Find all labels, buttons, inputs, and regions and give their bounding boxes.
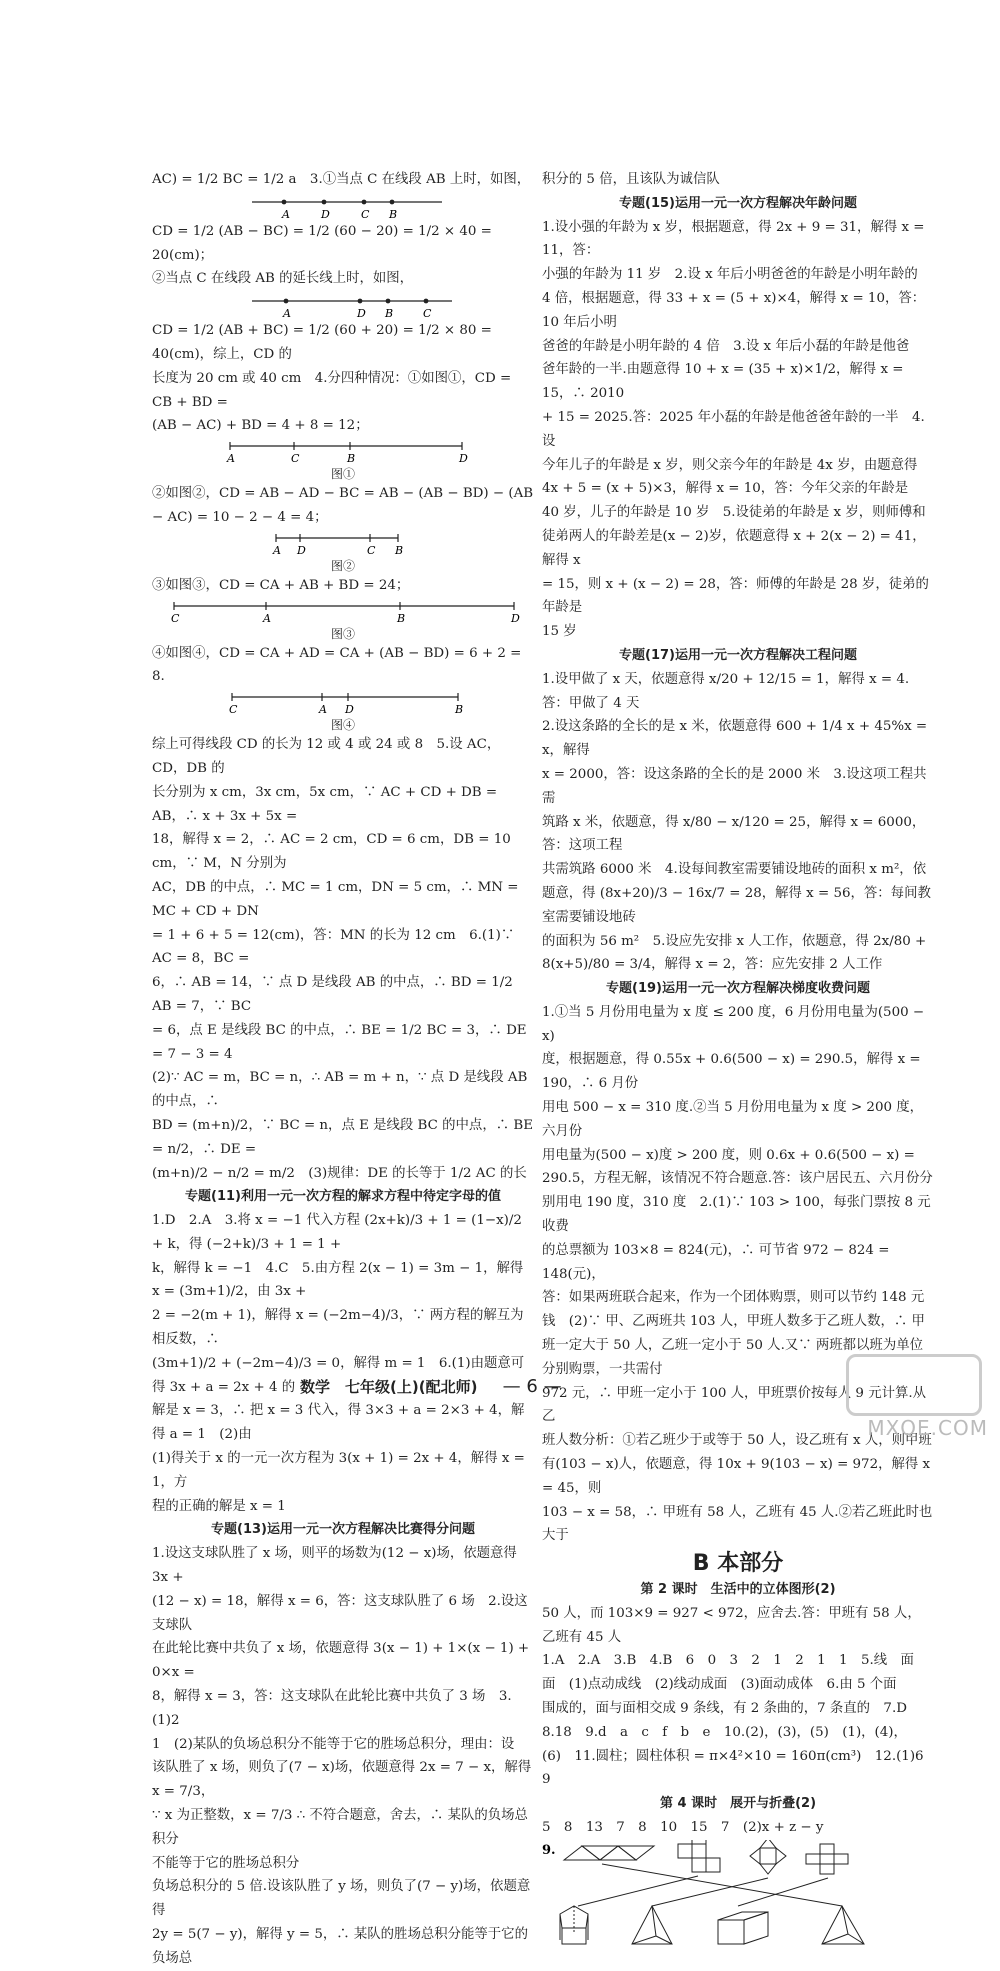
text-line: BD = (m+n)/2，∵ BC = n，点 E 是线段 BC 的中点，∴ BE = n/2，∴ DE = xyxy=(152,1117,533,1157)
text-line: (1)得关于 x 的一元一次方程为 3(x + 1) = 2x + 4，解得 x = 1，方 xyxy=(152,1451,525,1490)
point-label: C xyxy=(367,543,376,557)
text-line: ③如图③，CD = CA + AB + BD = 24； xyxy=(152,577,410,593)
text-line: 用电量为(500 − x)度 > 200 度，则 0.6x + 0.6(500 − x) = xyxy=(542,1147,915,1163)
watermark-text: MXQE.COM xyxy=(867,1416,988,1440)
text-line: ②当点 C 在线段 AB 的延长线上时，如图， xyxy=(152,271,414,287)
text-line: 1.设甲做了 x 天，依题意得 x/20 + 12/15 = 1，解得 x = 4.答：甲做了 4 天 xyxy=(542,671,910,711)
section-heading: 专题(19)运用一元一次方程解决梯度收费问题 xyxy=(606,981,870,997)
point-label: A xyxy=(263,611,271,625)
text-line: (AB − AC) + BD = 4 + 8 = 12； xyxy=(152,418,369,434)
text-line: 今年儿子的年龄是 x 岁，则父亲今年的年龄是 4x 岁，由题意得 xyxy=(542,457,918,473)
text-line: 50 人，而 103×9 = 927 < 972，应舍去.答：甲班有 58 人，乙班有 45 人 xyxy=(542,1605,921,1645)
text-line: 103 − x = 58，∴ 甲班有 58 人，乙班有 45 人.②若乙班此时也大于 xyxy=(542,1504,933,1544)
segment-figure-2 xyxy=(152,291,534,319)
text-line: 度，根据题意，得 0.55x + 0.6(500 − x) = 290.5，解得 x = 190，∴ 6 月份 xyxy=(542,1052,921,1092)
text-line: 40 岁，儿子的年龄是 10 岁 5.设徒弟的年龄是 x 岁，则师傅和 xyxy=(542,505,926,521)
segment-figure-a xyxy=(152,438,534,466)
text-line: 5 8 13 7 8 10 15 7 (2)x + z − y xyxy=(542,1819,824,1835)
point-label: A xyxy=(282,207,290,220)
right-column xyxy=(542,168,937,1950)
text-line: 1.①当 5 月份用电量为 x 度 ≤ 200 度，6 月份用电量为(500 − x) xyxy=(542,1004,925,1044)
text-line: 1 (2)某队的负场总积分不能等于它的胜场总积分，理由：设 xyxy=(152,1736,515,1752)
text-line: 2.设这条路的全长的是 x 米，依题意得 600 + 1/4 x + 45%x = x，解得 xyxy=(542,719,928,759)
text-line: 答：如果两班联合起来，作为一个团体购票，则可以节约 148 元 xyxy=(542,1290,925,1306)
text-line: 围成的，面与面相交成 9 条线，有 2 条曲的，7 条直的 7.D xyxy=(542,1701,907,1716)
text-line: 在此轮比赛中共负了 x 场，依题意得 3(x − 1) + 1×(x − 1) + 0×x = xyxy=(152,1641,530,1681)
text-line: 的总票额为 103×8 = 824(元)，∴ 可节省 972 − 824 = 148(元)， xyxy=(542,1242,890,1282)
point-label: D xyxy=(345,703,354,717)
text-line: (2)∵ AC = m，BC = n，∴ AB = m + n，∵ 点 D 是线段 AB 的中点，∴ xyxy=(152,1070,528,1110)
solid-pyramid xyxy=(632,1906,672,1944)
point-label: C xyxy=(423,307,432,320)
text-line: (12 − x) = 18，解得 x = 6，答：这支球队胜了 6 场 2.设这支球队 xyxy=(152,1593,528,1633)
point-label: A xyxy=(227,452,235,466)
text-line: 的面积为 56 m² 5.设应先安排 x 人工作，依题意，得 2x/80 + xyxy=(542,933,927,949)
point-label: C xyxy=(171,611,180,625)
solid-box xyxy=(718,1912,768,1944)
text-line: 8(x+5)/80 = 3/4，解得 x = 2，答：应先安排 2 人工作 xyxy=(542,957,883,973)
point-label: A xyxy=(319,703,327,717)
text-line: 题意，得 (8x+20)/3 − 16x/7 = 28，解得 x = 56，答：每间教室需要铺设地砖 xyxy=(542,885,931,925)
text-line: 18，解得 x = 2，∴ AC = 2 cm，CD = 6 cm，DB = 10 cm，∵ M，N 分别为 xyxy=(152,832,511,872)
text-line: x = 2000，答：设这条路的全长的是 2000 米 3.设这项工程共需 xyxy=(542,766,927,806)
text-line: CD = 1/2 (AB − BC) = 1/2 (60 − 20) = 1/2 × 40 = 20(cm)； xyxy=(152,223,492,263)
segment-figure-1 xyxy=(152,192,534,220)
text-line: 爸爸的年龄是小明年龄的 4 倍 3.设 x 年后小磊的年龄是他爸 xyxy=(542,338,910,354)
point-label: D xyxy=(357,307,366,320)
point-label: D xyxy=(459,452,468,466)
text-line: 用电 500 − x = 310 度.②当 5 月份用电量为 x 度 > 200 度，六月份 xyxy=(542,1100,924,1139)
section-heading: 专题(17)运用一元一次方程解决工程问题 xyxy=(619,647,857,663)
text-line: 班人数分析：①若乙班少于或等于 50 人，设乙班有 x 人，则甲班 xyxy=(542,1433,932,1449)
text-line: 班一定大于 50 人，乙班一定小于 50 人.又∵ 两班都以班为单位分别购票，一共需付 xyxy=(542,1338,923,1377)
point-label: B xyxy=(347,452,356,466)
page-number: — 6 — xyxy=(502,1376,562,1397)
figure-caption: 图① xyxy=(330,467,355,482)
net-box xyxy=(806,1844,848,1874)
text-line: ∵ x 为正整数，x = 7/3 ∴ 不符合题意，舍去，∴ 某队的负场总积分 xyxy=(152,1808,528,1847)
text-line: (6) 11.圆柱；圆柱体积 = π×4²×10 = 160π(cm³) 12.(1)6 9 xyxy=(542,1748,937,1788)
watermark-seal-icon xyxy=(846,1354,982,1416)
point-label: B xyxy=(385,307,394,320)
watermark xyxy=(838,1350,988,1440)
text-line: 负场总积分的 5 倍.设该队胜了 y 场，则负了(7 − y)场，依题意得 xyxy=(152,1879,531,1919)
text-line: ④如图④，CD = CA + AD = CA + (AB − BD) = 6 + 2 = 8. xyxy=(152,645,522,685)
point-label: C xyxy=(361,207,370,220)
point-label: A xyxy=(273,543,281,557)
text-line: 1.设这支球队胜了 x 场，则平的场数为(12 − x)场，依题意得 3x + xyxy=(152,1546,517,1586)
net-cube xyxy=(678,1840,720,1872)
lesson-heading: 第 2 课时 生活中的立体图形(2) xyxy=(640,1582,836,1598)
text-line: 徒弟两人的年龄差是(x − 2)岁，依题意得 x + 2(x − 2) = 41，解得 x xyxy=(542,528,926,568)
text-line: (3m+1)/2 + (−2m−4)/3 = 0，解得 m = 1 6.(1)由题意可得 3x + a = 2x + 4 的 xyxy=(152,1355,525,1395)
text-line: = 15，则 x + (x − 2) = 28，答：师傅的年龄是 28 岁，徒弟的年龄是 xyxy=(542,576,929,616)
text-line: 该队胜了 x 场，则负了(7 − x)场，依题意得 2x = 7 − x，解得 x = 7/3， xyxy=(152,1760,532,1800)
text-line: 972 元，∴ 甲班一定小于 100 人，甲班票价按每人 9 元计算.从乙 xyxy=(542,1385,927,1425)
text-line: 综上可得线段 CD 的长为 12 或 4 或 24 或 8 5.设 AC，CD，DB 的 xyxy=(152,737,501,776)
text-line: 4x + 5 = (x + 5)×3，解得 x = 10，答：今年父亲的年龄是 xyxy=(542,481,909,497)
segment-figure-d xyxy=(152,689,534,717)
text-line: 4 倍，根据题意，得 33 + x = (5 + x)×4，解得 x = 10，答：10 年后小明 xyxy=(542,290,926,330)
section-heading: 专题(15)运用一元一次方程解决年龄问题 xyxy=(619,195,857,211)
text-line: 2y = 5(7 − y)，解得 y = 5，∴ 某队的胜场总积分能等于它的负场总 xyxy=(152,1927,528,1966)
point-label: B xyxy=(455,703,464,717)
text-line: = 6，点 E 是线段 BC 的中点，∴ BE = 1/2 BC = 3，∴ DE = 7 − 3 = 4 xyxy=(152,1022,527,1062)
figure-caption: 图③ xyxy=(330,626,355,641)
segment-figure-c xyxy=(152,598,534,626)
net-pyramid xyxy=(750,1840,786,1874)
text-line: 解是 x = 3，∴ 把 x = 3 代入，得 3×3 + a = 2×3 + 4，解得 a = 1 (2)由 xyxy=(152,1403,525,1443)
text-line: 有(103 − x)人，依题意，得 10x + 9(103 − x) = 972，解得 x = 45，则 xyxy=(542,1457,931,1496)
text-line: 8.18 9.d a c f b e 10.(2)，(3)，(5) (1)，(4)， xyxy=(542,1724,907,1740)
text-line: k，解得 k = −1 4.C 5.由方程 2(x − 1) = 3m − 1，解得 x = (3m+1)/2，由 3x + xyxy=(152,1260,524,1300)
section-heading: 专题(11)利用一元一次方程的解求方程中待定字母的值 xyxy=(185,1189,501,1205)
text-line: 2 = −2(m + 1)，解得 x = (−2m−4)/3，∵ 两方程的解互为相反数，∴ xyxy=(152,1308,524,1348)
text-line: 1.D 2.A 3.将 x = −1 代入方程 (2x+k)/3 + 1 = (1−x)/2 + k，得 (−2+k)/3 + 1 = 1 + xyxy=(152,1213,522,1252)
net-matching-figure xyxy=(542,1840,934,1950)
text-line: 长分别为 x cm，3x cm，5x cm，∵ AC + CD + DB = AB，∴ x + 3x + 5x = xyxy=(152,784,498,824)
text-line: 不能等于它的胜场总积分 xyxy=(152,1855,300,1871)
point-label: B xyxy=(395,543,404,557)
lesson-heading: 第 4 课时 展开与折叠(2) xyxy=(659,1796,817,1812)
text-line: AC，DB 的中点，∴ MC = 1 cm，DN = 5 cm，∴ MN = MC + CD + DN xyxy=(152,879,519,919)
text-line: 程的正确的解是 x = 1 xyxy=(152,1498,286,1514)
text-line: 290.5，方程无解，该情况不符合题意.答：该户居民五、六月份分 xyxy=(542,1171,933,1187)
text-line: AC) = 1/2 BC = 1/2 a 3.①当点 C 在线段 AB 上时，如图， xyxy=(152,172,531,187)
text-line: 6，∴ AB = 14，∵ 点 D 是线段 AB 的中点，∴ BD = 1/2 AB = 7，∵ BC xyxy=(152,975,513,1014)
point-label: C xyxy=(291,452,300,466)
solid-tetra xyxy=(822,1906,864,1944)
text-line: 共需筑路 6000 米 4.设每间教室需要铺设地砖的面积 x m²，依 xyxy=(542,862,927,878)
left-column xyxy=(152,168,534,1971)
point-label: B xyxy=(397,611,406,625)
solid-prism xyxy=(560,1906,588,1944)
figure-caption: 图④ xyxy=(330,718,355,733)
text-line: 1.设小强的年龄为 x 岁，根据题意，得 2x + 9 = 31，解得 x = 11，答： xyxy=(542,219,925,259)
point-label: D xyxy=(321,207,330,220)
point-label: D xyxy=(297,543,306,557)
text-line: 小强的年龄为 11 岁 2.设 x 年后小明爸爸的年龄是小明年龄的 xyxy=(542,267,918,283)
text-line: 别用电 190 度，310 度 2.(1)∵ 103 > 100，每张门票按 8 元收费 xyxy=(542,1195,931,1235)
text-line: 1.A 2.A 3.B 4.B 6 0 3 2 1 2 1 1 5.线 面 xyxy=(542,1653,914,1669)
question-number: 9. xyxy=(542,1842,556,1858)
net-triangles xyxy=(564,1846,654,1860)
text-line: 15 岁 xyxy=(542,624,577,640)
text-line: 积分的 5 倍，且该队为诚信队 xyxy=(542,172,720,187)
point-label: A xyxy=(283,307,291,320)
text-line: 爸年龄的一半.由题意得 10 + x = (35 + x)×1/2，解得 x = 15，∴ 2010 xyxy=(542,362,904,402)
text-line: CD = 1/2 (AB + BC) = 1/2 (60 + 20) = 1/2 × 80 = 40(cm)，综上，CD 的 xyxy=(152,323,492,362)
figure-caption: 图② xyxy=(330,558,355,573)
footer-title: 数学 七年级(上)(配北师) xyxy=(300,1378,478,1396)
section-b-title: B 本部分 xyxy=(692,1551,784,1577)
point-label: B xyxy=(389,207,398,220)
point-label: C xyxy=(229,703,238,717)
text-line: + 15 = 2025.答：2025 年小磊的年龄是他爸爸年龄的一半 4.设 xyxy=(542,409,925,449)
text-line: ②如图②，CD = AB − AD − BC = AB − (AB − BD) − (AB − AC) = 10 − 2 − 4 = 4； xyxy=(152,486,534,525)
segment-figure-b xyxy=(152,530,534,558)
text-line: 面 (1)点动成线 (2)线动成面 (3)面动成体 6.由 5 个面 xyxy=(542,1677,897,1693)
section-heading: 专题(13)运用一元一次方程解决比赛得分问题 xyxy=(211,1522,475,1538)
text-line: 钱 (2)∵ 甲、乙两班共 103 人，甲班人数多于乙班人数，∴ 甲 xyxy=(542,1314,925,1330)
text-line: = 1 + 6 + 5 = 12(cm)，答：MN 的长为 12 cm 6.(1)∵ AC = 8，BC = xyxy=(152,927,515,967)
text-line: 8，解得 x = 3，答：这支球队在此轮比赛中共负了 3 场 3.(1)2 xyxy=(152,1689,512,1728)
text-line: (m+n)/2 − n/2 = m/2 (3)规律：DE 的长等于 1/2 AC 的长 xyxy=(152,1165,527,1181)
text-line: 长度为 20 cm 或 40 cm 4.分四种情况：①如图①，CD = CB + BD = xyxy=(152,370,512,410)
text-line: 筑路 x 米，依题意，得 x/80 − x/120 = 25，解得 x = 6000，答：这项工程 xyxy=(542,814,926,854)
point-label: D xyxy=(511,611,520,625)
page-footer xyxy=(300,1376,562,1397)
